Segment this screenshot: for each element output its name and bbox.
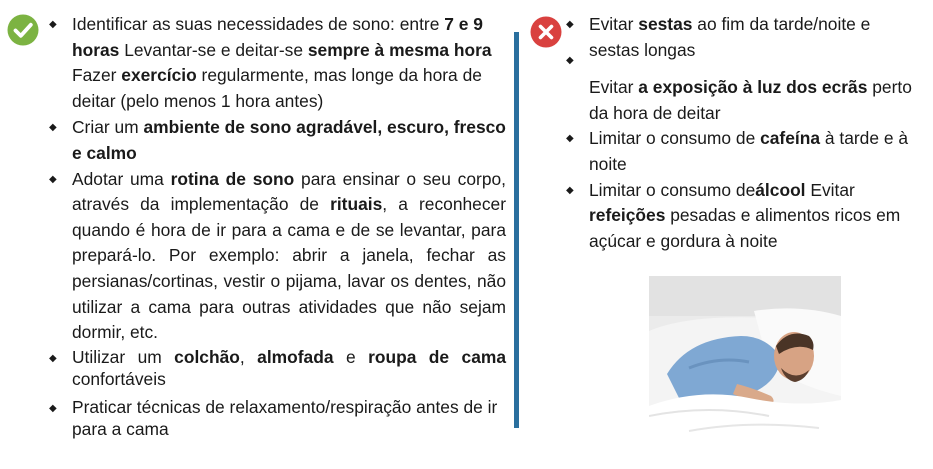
bold-text: rituais: [330, 194, 383, 215]
bold-text: roupa de cama: [368, 346, 507, 367]
bold-text: refeições: [589, 205, 666, 226]
text-run: Limitar o consumo de: [589, 128, 761, 149]
dont-item: [565, 178, 920, 255]
text-run: Criar um: [72, 117, 144, 138]
bold-text: sempre à mesma hora: [307, 39, 492, 60]
text-run: ao fim da tarde/noite e sestas longas: [589, 14, 871, 60]
text-run: Adotar uma: [72, 168, 171, 189]
text-run: Praticar técnicas de relaxamento/respiração antes de ir para a cama: [72, 396, 498, 439]
item-text: [72, 14, 492, 111]
item-text: [589, 128, 908, 174]
bullet-icon: ◆: [49, 352, 57, 364]
text-run: regularmente, mas longe da hora de deitar (pelo menos 1 hora antes): [72, 65, 482, 111]
bullet-icon: ◆: [566, 184, 574, 196]
bullet-icon: ◆: [49, 19, 57, 30]
text-run: ,: [239, 346, 258, 367]
text-run: Evitar: [805, 179, 855, 200]
item-text: [589, 14, 870, 60]
bullet-icon: ◆: [49, 122, 57, 134]
dont-item: [565, 12, 920, 63]
text-run: Levantar-se e deitar-se: [119, 39, 308, 60]
dont-item: [565, 126, 920, 177]
bold-text: a exposição à luz dos ecrãs: [638, 77, 868, 98]
bold-text: álcool: [755, 179, 806, 200]
item-text: [72, 117, 506, 163]
bullet-icon: ◆: [49, 402, 57, 414]
do-item: [48, 115, 506, 166]
item-text: [72, 397, 497, 439]
text-run: à tarde e à noite: [589, 128, 909, 174]
do-item: [48, 167, 506, 346]
text-run: para ensinar o seu corpo, através da implementação de: [72, 168, 506, 215]
bold-text: colchão: [174, 346, 240, 367]
text-run: pesadas e alimentos ricos em açúcar e gordura à noite: [589, 205, 901, 251]
text-run: Identificar as suas necessidades de sono: entre: [72, 14, 445, 34]
bold-text: sestas: [638, 14, 693, 34]
dont-item: [565, 75, 920, 126]
bold-text: almofada: [257, 346, 334, 367]
item-text: [589, 180, 900, 251]
column-divider: [514, 32, 519, 428]
dont-list: [565, 12, 920, 254]
bullet-icon: ◆: [49, 173, 57, 185]
bold-text: rotina de sono: [170, 168, 295, 189]
bold-text: ambiente de sono agradável, escuro, fresco e calmo: [72, 117, 506, 163]
item-text: [72, 169, 506, 343]
bullet-icon: ◆: [566, 55, 574, 66]
text-run: e: [333, 346, 369, 367]
sleeping-man-photo: [649, 276, 841, 439]
do-item: [48, 396, 506, 440]
item-text: [589, 77, 912, 123]
bold-text: 7 e 9 horas: [72, 14, 483, 60]
text-run: confortáveis: [72, 368, 166, 389]
do-list: [48, 12, 506, 440]
text-run: Limitar o consumo de: [589, 179, 756, 200]
bullet-icon: ◆: [566, 19, 574, 30]
item-text: [72, 347, 506, 389]
bold-text: cafeína: [760, 128, 821, 149]
bullet-icon: ◆: [566, 133, 574, 145]
text-run: perto da hora de deitar: [589, 77, 912, 123]
text-run: Fazer: [72, 65, 122, 86]
bold-text: exercício: [121, 65, 197, 86]
check-icon: [7, 14, 39, 46]
cross-icon: [530, 16, 562, 48]
do-item: [48, 12, 506, 114]
text-run: Utilizar um: [72, 346, 175, 367]
text-run: Evitar: [589, 77, 639, 98]
text-run: Evitar: [589, 14, 639, 34]
do-item: [48, 346, 506, 390]
text-run: , a reconhecer quando é hora de ir para a cama e de se levantar, para prepará-lo. Por exemplo: abrir a janela, fechar as persianas/cortinas, vestir o pijama, lavar os dentes, não utilizar a cama para outras atividades que não sejam dormir, etc.: [72, 194, 506, 343]
